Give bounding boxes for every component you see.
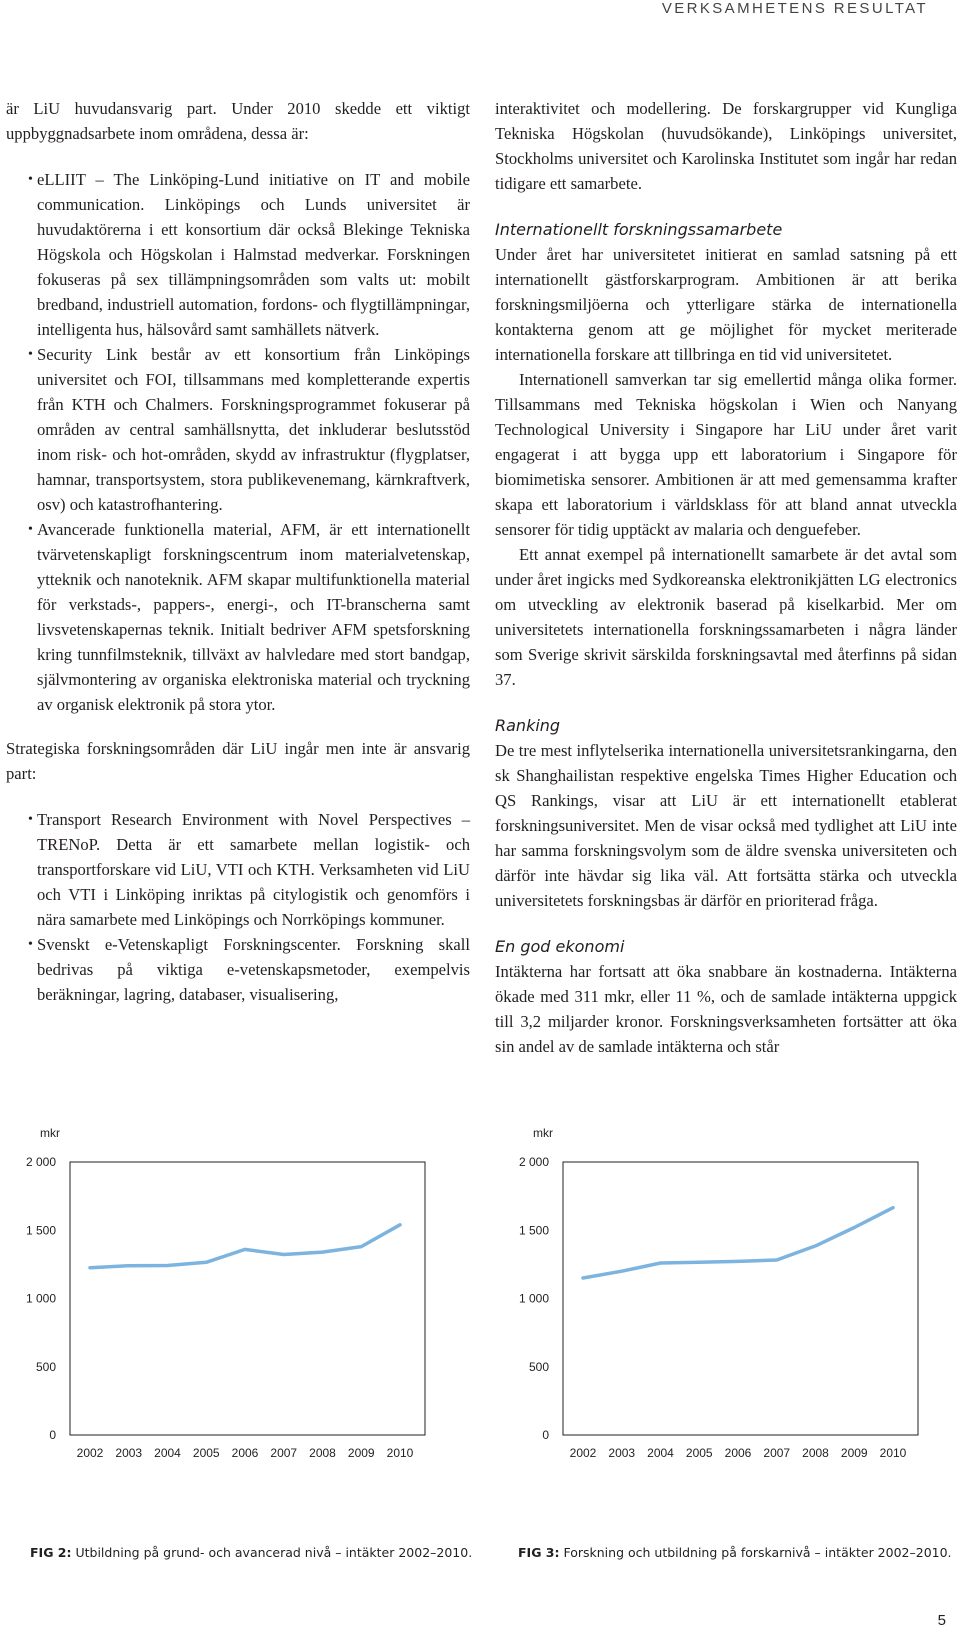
y-tick-label: 0 <box>542 1428 549 1442</box>
x-tick-label: 2005 <box>192 1446 220 1460</box>
y-tick-label: 0 <box>49 1428 56 1442</box>
chart-svg <box>493 1125 960 1535</box>
x-tick-label: 2010 <box>386 1446 414 1460</box>
list-item: • Svenskt e-Vetenskapligt Forskningscenter. Forskning skall bedrivas på viktiga e-vetenskapsmetoder, exempelvis beräkningar, lagring, databaser, visualisering, <box>6 932 470 1007</box>
paragraph: Intäkterna har fortsatt att öka snabbare än kostnaderna. Intäkterna ökade med 311 mkr, eller 11 %, och de samlade intäkterna uppgick till 3,2 miljarder kronor. Forskningsverksamheten fortsätter att öka sin andel av de samlade intäkterna och står <box>495 962 957 1056</box>
bullet-list-partner-areas <box>6 807 470 1007</box>
x-tick-label: 2010 <box>879 1446 907 1460</box>
section-heading: Ranking <box>495 716 561 735</box>
x-tick-label: 2003 <box>115 1446 143 1460</box>
list-item: • Avancerade funktionella material, AFM, är ett internationellt tvärvetenskapligt forskningscentrum inom materialvetenskap, ytteknik och nanoteknik. AFM skapar multifunktionella material för verkstads-, pappers-, energi-, och IT-branscherna samt livsvetenskapernas teknik. Initialt bedriver AFM spetsforskning kring tunnfilmsteknik, tillväxt av halvledare med stort bandgap, självmontering av organiska elektroniska material och tryckning av organisk elektronik på stora ytor. <box>6 517 470 717</box>
chart-fig2 <box>0 1125 470 1540</box>
paragraph: De tre mest inflytelserika internationella universitetsrankingarna, den sk Shanghailistan respektive engelska Times Higher Education och QS Rankings, visar att LiU är ett internationellt etablerat forskningsuniversitet. Men de visar också med tydlighet att LiU inte har samma forskningsvolym som de äldre svenska universiteten och därför inte hävdar sig lika väl. Att fortsätta stärka och utveckla universitetets forskningsbas är därför en prioriterad fråga. <box>495 741 957 910</box>
y-tick-label: 500 <box>528 1359 549 1374</box>
paragraph: interaktivitet och modellering. De forskargrupper vid Kungliga Tekniska Högskolan (huvudsökande), Linköpings universitet, Stockholms universitet och Karolinska Institutet som ingår har redan tidigare ett samarbete. <box>495 99 957 193</box>
plot-frame <box>70 1162 425 1435</box>
x-tick-label: 2008 <box>802 1446 829 1460</box>
section-heading: Internationellt forskningssamarbete <box>495 220 783 239</box>
x-tick-label: 2009 <box>840 1446 868 1460</box>
y-tick-label: 2 000 <box>518 1155 549 1169</box>
caption-text: Forskning och utbildning på forskarnivå – intäkter 2002–2010. <box>559 1545 952 1560</box>
x-tick-label: 2002 <box>76 1446 104 1460</box>
figure-caption <box>30 1545 472 1560</box>
page-number: 5 <box>937 1612 946 1629</box>
caption-text: Utbildning på grund- och avancerad nivå – intäkter 2002–2010. <box>71 1545 473 1560</box>
section-heading: En god ekonomi <box>495 937 625 956</box>
bullet-list-lead-areas <box>6 167 470 717</box>
list-item: • Transport Research Environment with Novel Perspectives – TRENoP. Detta är ett samarbete mellan logistik- och transportforskare vid LiU, VTI och KTH. Verksamheten vid LiU och VTI i Linköping inriktas på citylogistik och genomförs i nära samarbete med Linköpings och Norrköpings kommuner. <box>6 807 470 932</box>
x-tick-label: 2007 <box>763 1446 791 1460</box>
paragraph: Ett annat exempel på internationellt samarbete är det avtal som under året ingicks med Sydkoreanska elektronikjätten LG electronics om utveckling av elektronik baserad på kiselkarbid. Mer om universitetets internationella forskningssamarbeten i några länder som Sverige skrivit särskilda forskningsavtal med återfinns på sidan 37. <box>495 545 957 689</box>
paragraph: är LiU huvudansvarig part. Under 2010 skedde ett viktigt uppbyggnadsarbete inom områdena, dessa är: <box>6 99 470 143</box>
x-tick-label: 2004 <box>647 1446 674 1460</box>
paragraph: Internationell samverkan tar sig emellertid många olika former. Tillsammans med Tekniska högskolan i Wien och Nanyang Technological University i Singapore har LiU under året varit engagerat i att bygga upp ett laboratorium i Singapore för biomimetiska sensorer. Ambitionen är att med gemensamma krafter skapa ett laboratorium i världsklass för att bland annat utveckla sensorer för tidig upptäckt av malaria och denguefeber. <box>495 370 957 539</box>
x-tick-label: 2004 <box>154 1446 181 1460</box>
x-tick-label: 2007 <box>270 1446 298 1460</box>
y-tick-label: 1 500 <box>25 1223 56 1238</box>
x-tick-label: 2005 <box>685 1446 713 1460</box>
series-line <box>583 1208 893 1278</box>
x-tick-label: 2003 <box>608 1446 636 1460</box>
y-axis-label: mkr <box>533 1126 553 1140</box>
paragraph: Under året har universitetet initierat en samlad satsning på ett internationellt gästforskarprogram. Ambitionen är att berika forskningsmiljöerna och ytterligare stärka de internationella kontakterna genom att ge möjlighet för mycket meriterade internationella forskare att tillbringa en tid vid universitetet. <box>495 245 957 364</box>
paragraph: Strategiska forskningsområden där LiU ingår men inte är ansvarig part: <box>6 739 470 783</box>
chart-svg <box>0 1125 470 1535</box>
y-tick-label: 2 000 <box>25 1155 56 1169</box>
right-column <box>495 96 957 1059</box>
y-tick-label: 500 <box>35 1359 56 1374</box>
y-tick-label: 1 500 <box>518 1223 549 1238</box>
series-line <box>90 1225 400 1268</box>
x-tick-label: 2008 <box>309 1446 336 1460</box>
x-tick-label: 2002 <box>569 1446 597 1460</box>
y-tick-label: 1 000 <box>518 1291 549 1306</box>
caption-label: FIG 2: <box>30 1545 72 1560</box>
list-item: • Security Link består av ett konsortium från Linköpings universitet och FOI, tillsammans med kompletterande expertis från KTH och Chalmers. Forskningsprogrammet fokuserar på områden av central samhällsnytta, det inkluderar beslutsstöd inom risk- och hot-områden, skydd av infrastruktur (flygplatser, hamnar, transportsystem, stora publikevenemang, kärnkraftverk, osv) och katastrofhantering. <box>6 342 470 517</box>
figure-caption <box>518 1545 952 1560</box>
y-tick-label: 1 000 <box>25 1291 56 1306</box>
x-tick-label: 2006 <box>231 1446 259 1460</box>
chart-fig3 <box>493 1125 960 1540</box>
x-tick-label: 2006 <box>724 1446 752 1460</box>
plot-frame <box>563 1162 918 1435</box>
x-tick-label: 2009 <box>347 1446 375 1460</box>
caption-label: FIG 3: <box>518 1545 560 1560</box>
y-axis-label: mkr <box>40 1126 60 1140</box>
running-header: VERKSAMHETENS RESULTAT <box>661 0 928 17</box>
list-item: • eLLIIT – The Linköping-Lund initiative on IT and mobile communication. Linköpings och Lunds universitet är huvudaktörerna i ett konsortium där också Blekinge Tekniska Högskola och Högskolan i Halmstad medverkar. Forskningen fokuseras på sex tillämpningsområden som valts ut: mobilt bredband, industriell automation, fordons- och flygtillämpningar, intelligenta hus, hälsovård samt samhällets nätverk. <box>6 167 470 342</box>
left-column <box>6 96 470 1007</box>
